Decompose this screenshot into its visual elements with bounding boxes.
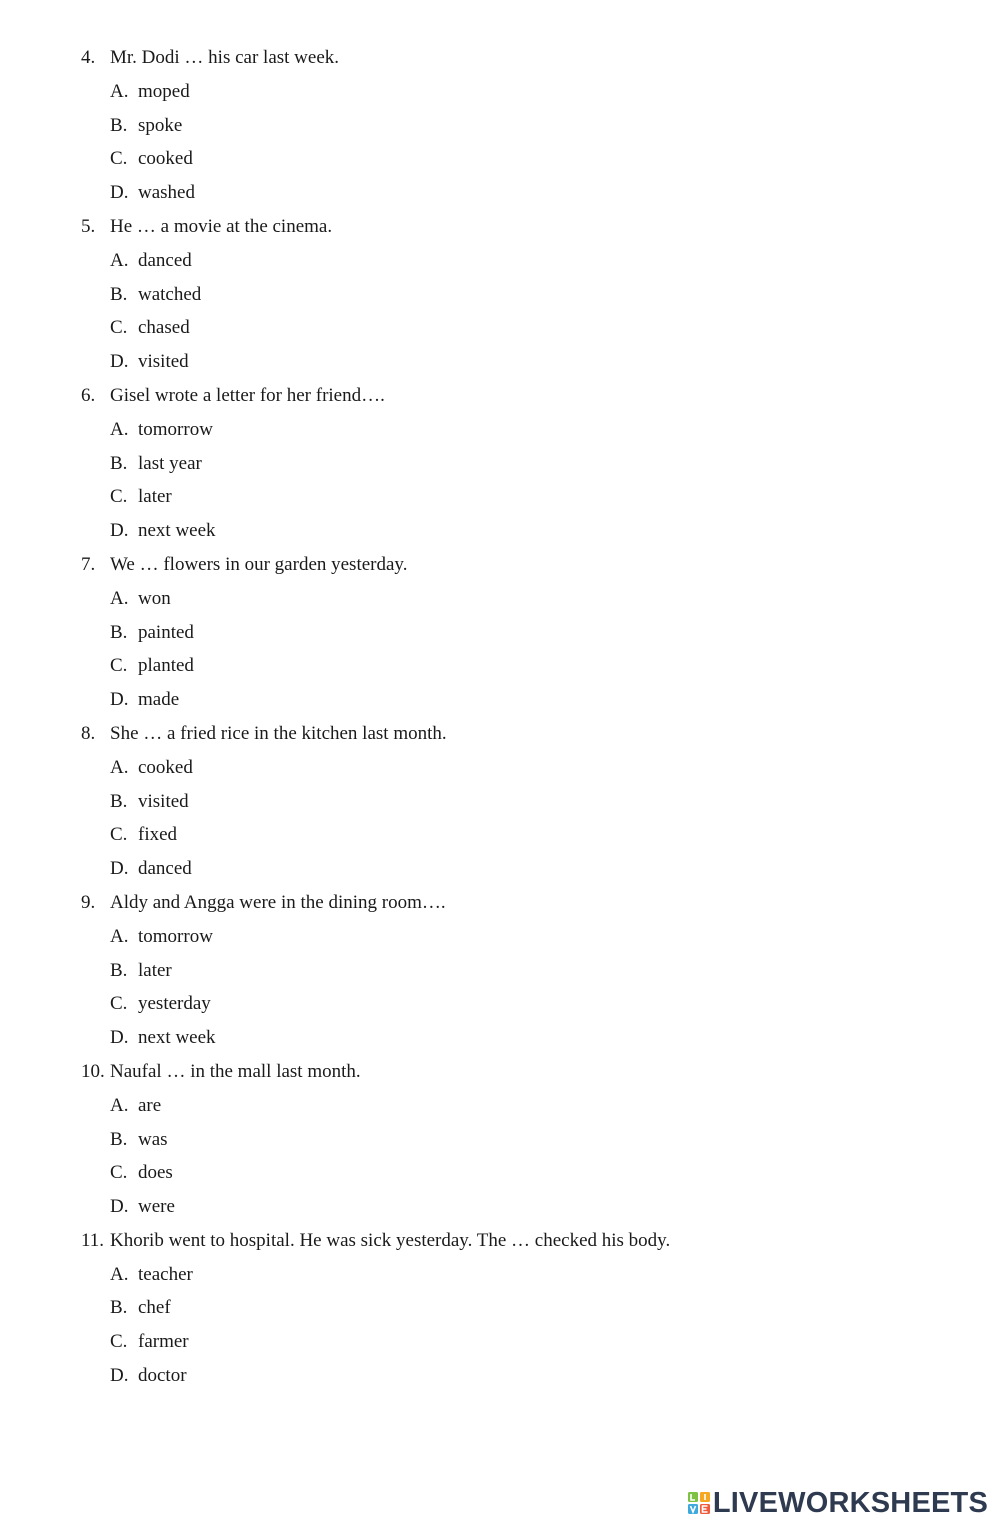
option-letter: D. (110, 1027, 129, 1049)
question-7 (0, 548, 1000, 582)
option-10b[interactable] (0, 1123, 1000, 1157)
question-9 (0, 886, 1000, 920)
option-letter: B. (110, 452, 128, 474)
option-letter: B. (110, 114, 128, 136)
liveworksheets-logo-icon (687, 1491, 711, 1515)
option-6c[interactable] (0, 480, 1000, 514)
option-text: tomorrow (138, 418, 213, 440)
option-text: are (138, 1094, 162, 1116)
question-10 (0, 1055, 1000, 1089)
option-text: watched (138, 283, 202, 305)
option-4a[interactable] (0, 75, 1000, 109)
option-text: were (138, 1196, 175, 1218)
option-7d[interactable] (0, 683, 1000, 717)
option-7b[interactable] (0, 616, 1000, 650)
option-letter: C. (110, 486, 128, 508)
option-letter: B. (110, 1128, 128, 1150)
option-5c[interactable] (0, 311, 1000, 345)
option-text: cooked (138, 756, 193, 778)
question-text: Aldy and Angga were in the dining room…. (110, 891, 446, 913)
option-text: made (138, 689, 180, 711)
question-4 (0, 41, 1000, 75)
option-5a[interactable] (0, 244, 1000, 278)
option-text: yesterday (138, 993, 211, 1015)
question-text: Naufal … in the mall last month. (110, 1060, 361, 1082)
worksheet (0, 41, 1000, 1393)
option-4b[interactable] (0, 109, 1000, 143)
option-letter: D. (110, 858, 129, 880)
option-6a[interactable] (0, 413, 1000, 447)
option-10c[interactable] (0, 1156, 1000, 1190)
option-letter: B. (110, 1297, 128, 1319)
brand-name: LIVEWORKSHEETS (712, 1486, 988, 1519)
option-letter: C. (110, 655, 128, 677)
option-letter: A. (110, 925, 129, 947)
option-letter: D. (110, 1196, 129, 1218)
option-text: fixed (138, 824, 178, 846)
option-7a[interactable] (0, 582, 1000, 616)
option-8d[interactable] (0, 852, 1000, 886)
option-text: painted (138, 621, 194, 643)
option-9d[interactable] (0, 1021, 1000, 1055)
option-8c[interactable] (0, 818, 1000, 852)
option-5d[interactable] (0, 345, 1000, 379)
option-letter: C. (110, 148, 128, 170)
option-text: danced (138, 858, 192, 880)
option-letter: A. (110, 418, 129, 440)
option-text: washed (138, 182, 195, 204)
option-letter: A. (110, 587, 129, 609)
question-text: Khorib went to hospital. He was sick yesterday. The … checked his body. (110, 1229, 671, 1251)
option-5b[interactable] (0, 278, 1000, 312)
option-4c[interactable] (0, 142, 1000, 176)
option-text: danced (138, 249, 192, 271)
option-text: tomorrow (138, 925, 213, 947)
option-10a[interactable] (0, 1089, 1000, 1123)
option-letter: D. (110, 520, 129, 542)
question-number: 11. (81, 1229, 105, 1251)
option-11c[interactable] (0, 1325, 1000, 1359)
option-letter: B. (110, 283, 128, 305)
option-text: won (138, 587, 171, 609)
question-number: 10. (81, 1060, 105, 1082)
question-text: Mr. Dodi … his car last week. (110, 47, 340, 68)
option-letter: D. (110, 351, 129, 373)
question-number: 7. (81, 553, 96, 575)
option-9a[interactable] (0, 920, 1000, 954)
option-letter: C. (110, 824, 128, 846)
option-letter: B. (110, 621, 128, 643)
question-text: We … flowers in our garden yesterday. (110, 553, 408, 575)
option-6d[interactable] (0, 514, 1000, 548)
option-letter: B. (110, 790, 128, 812)
option-text: farmer (138, 1331, 189, 1353)
option-letter: D. (110, 1365, 129, 1387)
option-text: chef (138, 1297, 171, 1319)
question-number: 8. (81, 722, 96, 744)
option-letter: C. (110, 1162, 128, 1184)
option-7c[interactable] (0, 649, 1000, 683)
question-number: 4. (81, 47, 96, 68)
option-9c[interactable] (0, 987, 1000, 1021)
option-text: chased (138, 317, 190, 339)
option-text: spoke (138, 114, 183, 136)
option-text: cooked (138, 148, 193, 170)
option-text: teacher (138, 1263, 193, 1285)
option-text: visited (138, 351, 189, 373)
option-text: planted (138, 655, 194, 677)
option-letter: C. (110, 993, 128, 1015)
option-text: later (138, 959, 172, 981)
option-11b[interactable] (0, 1291, 1000, 1325)
option-4d[interactable] (0, 176, 1000, 210)
option-text: next week (138, 1027, 216, 1049)
option-text: later (138, 486, 172, 508)
option-letter: A. (110, 756, 129, 778)
question-number: 6. (81, 384, 96, 406)
option-text: does (138, 1162, 173, 1184)
option-11d[interactable] (0, 1359, 1000, 1393)
option-8a[interactable] (0, 751, 1000, 785)
option-letter: A. (110, 80, 129, 102)
option-letter: C. (110, 1331, 128, 1353)
option-letter: A. (110, 1263, 129, 1285)
option-text: moped (138, 80, 190, 102)
liveworksheets-brand[interactable] (687, 1486, 988, 1520)
option-letter: D. (110, 689, 129, 711)
question-8 (0, 717, 1000, 751)
option-text: last year (138, 452, 202, 474)
question-text: He … a movie at the cinema. (110, 215, 333, 237)
option-letter: B. (110, 959, 128, 981)
option-11a[interactable] (0, 1258, 1000, 1292)
question-number: 9. (81, 891, 96, 913)
option-text: next week (138, 520, 216, 542)
option-6b[interactable] (0, 447, 1000, 481)
option-10d[interactable] (0, 1190, 1000, 1224)
option-text: doctor (138, 1365, 187, 1387)
option-letter: A. (110, 249, 129, 271)
option-letter: C. (110, 317, 128, 339)
option-8b[interactable] (0, 785, 1000, 819)
question-text: She … a fried rice in the kitchen last month. (110, 722, 447, 744)
question-5 (0, 210, 1000, 244)
question-text: Gisel wrote a letter for her friend…. (110, 384, 385, 406)
question-6 (0, 379, 1000, 413)
option-text: was (138, 1128, 168, 1150)
question-number: 5. (81, 215, 96, 237)
option-text: visited (138, 790, 189, 812)
option-9b[interactable] (0, 954, 1000, 988)
option-letter: A. (110, 1094, 129, 1116)
option-letter: D. (110, 182, 129, 204)
question-11 (0, 1224, 1000, 1258)
